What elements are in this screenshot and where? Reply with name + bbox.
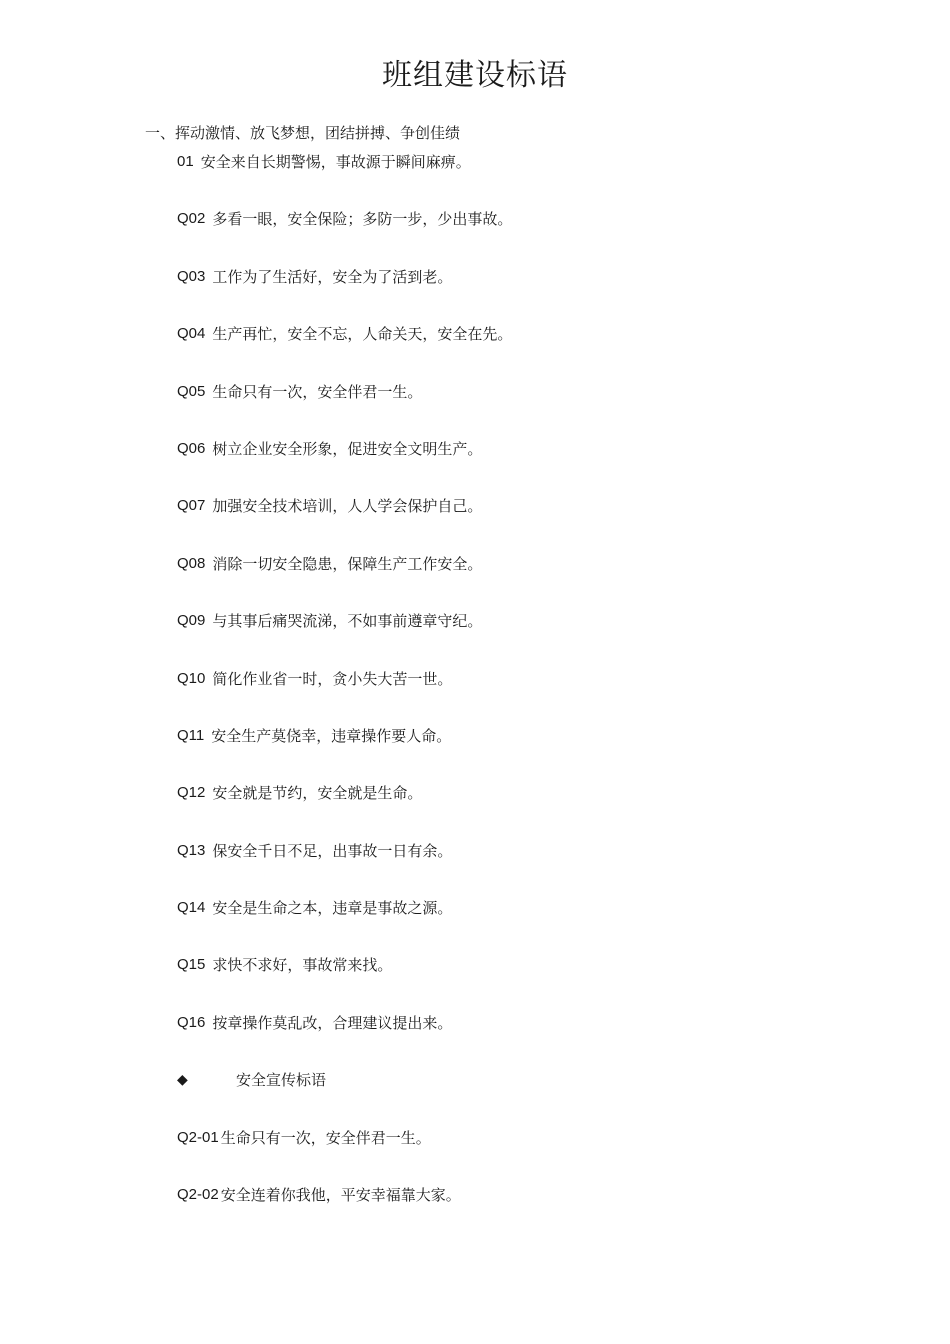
slogan-number: Q06 [177,439,206,457]
list-item [177,1127,512,1184]
list-item [177,495,512,552]
list-item [177,610,512,667]
subheading-text: 安全宣传标语 [236,1071,327,1090]
slogan-list [177,151,512,1241]
slogan-text: 多看一眼，安全保险；多防一步，少出事故。 [212,210,513,229]
slogan-text: 生产再忙，安全不忘，人命关天，安全在先。 [212,325,513,344]
slogan-text: 保安全千日不足，出事故一日有余。 [212,841,453,860]
slogan-text: 树立企业安全形象，促进安全文明生产。 [212,439,483,458]
slogan-number: Q16 [177,1013,206,1031]
list-item [177,725,512,782]
list-item [177,266,512,323]
list-item [177,668,512,725]
slogan-text: 安全来自长期警惕，事故源于瞬间麻痹。 [200,153,471,171]
slogan-text: 简化作业省一时，贪小失大苦一世。 [212,669,453,688]
slogan-number: Q15 [177,956,206,974]
list-item [177,553,512,610]
section-heading: 一、挥动激情、放飞梦想，团结拼搏、争创佳绩 [145,124,461,142]
slogan-text: 安全连着你我他，平安幸福靠大家。 [220,1186,461,1205]
slogan-number: 01 [177,153,194,170]
list-item [177,1012,512,1069]
slogan-number: Q05 [177,382,206,400]
list-item [177,1184,512,1241]
slogan-text: 生命只有一次，安全伴君一生。 [212,382,423,401]
slogan-text: 求快不求好，事故常来找。 [212,956,393,975]
subheading-row [177,1069,512,1126]
list-item [177,840,512,897]
slogan-text: 安全是生命之本，违章是事故之源。 [212,899,453,918]
slogan-number: Q2-01 [177,1128,219,1146]
page-title: 班组建设标语 [382,58,568,93]
list-item [177,897,512,954]
slogan-number: Q11 [177,726,205,744]
slogan-number: Q2-02 [177,1186,219,1204]
slogan-text: 生命只有一次，安全伴君一生。 [220,1128,431,1147]
slogan-text: 工作为了生活好，安全为了活到老。 [212,267,453,286]
slogan-text: 与其事后痛哭流涕，不如事前遵章守纪。 [212,612,483,631]
slogan-number: Q13 [177,841,206,859]
diamond-bullet-icon: ◆ [177,1072,188,1089]
list-item [177,438,512,495]
list-item [177,151,512,208]
list-item [177,954,512,1011]
list-item [177,208,512,265]
slogan-number: Q02 [177,210,206,228]
slogan-text: 加强安全技术培训，人人学会保护自己。 [212,497,483,516]
slogan-text: 消除一切安全隐患，保障生产工作安全。 [212,554,483,573]
slogan-number: Q10 [177,669,206,687]
slogan-text: 安全就是节约，安全就是生命。 [212,784,423,803]
slogan-number: Q07 [177,497,206,515]
slogan-number: Q08 [177,554,206,572]
slogan-number: Q09 [177,612,206,630]
slogan-number: Q12 [177,784,206,802]
slogan-text: 安全生产莫侥幸，违章操作要人命。 [211,726,452,745]
slogan-text: 按章操作莫乱改，合理建议提出来。 [212,1013,453,1032]
slogan-number: Q04 [177,325,206,343]
list-item [177,381,512,438]
slogan-number: Q14 [177,899,206,917]
list-item [177,323,512,380]
list-item [177,782,512,839]
slogan-number: Q03 [177,267,206,285]
